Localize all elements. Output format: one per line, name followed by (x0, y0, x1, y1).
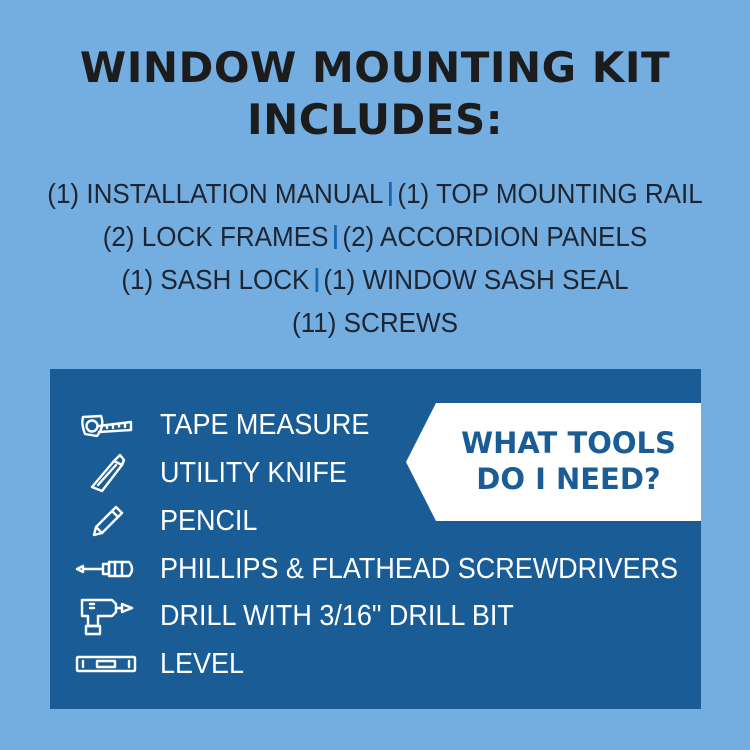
tool-item (50, 644, 701, 684)
drill-icon (72, 596, 140, 636)
kit-contents-list (26, 172, 724, 344)
separator-bar (389, 182, 392, 206)
kit-title-line1: WINDOW MOUNTING KIT (79, 43, 671, 92)
tool-label: LEVEL (160, 648, 244, 680)
what-tools-badge (406, 403, 701, 521)
tool-label: DRILL WITH 3/16" DRILL BIT (160, 600, 514, 632)
kit-item: (1) SASH LOCK (121, 264, 310, 295)
separator-bar (334, 225, 337, 249)
kit-item: (1) INSTALLATION MANUAL (47, 178, 384, 209)
tape-measure-icon (72, 405, 140, 445)
pencil-icon (72, 501, 140, 541)
kit-item: (2) ACCORDION PANELS (342, 221, 648, 252)
kit-contents-line (26, 301, 724, 344)
kit-item: (11) SCREWS (292, 307, 458, 338)
tool-item (50, 596, 701, 636)
kit-title (0, 42, 750, 146)
badge-line2: DO I NEED? (476, 462, 661, 496)
kit-item: (1) WINDOW SASH SEAL (323, 264, 629, 295)
tool-label: TAPE MEASURE (160, 409, 370, 441)
kit-contents-line (26, 172, 724, 215)
kit-item: (1) TOP MOUNTING RAIL (397, 178, 703, 209)
utility-knife-icon (72, 453, 140, 493)
screwdriver-icon (72, 549, 140, 589)
kit-contents-line (26, 258, 724, 301)
kit-item: (2) LOCK FRAMES (102, 221, 329, 252)
level-icon (72, 644, 140, 684)
badge-line1: WHAT TOOLS (461, 426, 676, 460)
separator-bar (315, 268, 318, 292)
tool-label: UTILITY KNIFE (160, 457, 347, 489)
badge-text (436, 425, 701, 497)
tools-panel (50, 369, 701, 709)
tool-label: PHILLIPS & FLATHEAD SCREWDRIVERS (160, 553, 679, 585)
tool-item (50, 549, 701, 589)
kit-contents-line (26, 215, 724, 258)
tool-label: PENCIL (160, 505, 258, 537)
kit-title-line2: INCLUDES: (246, 95, 504, 144)
